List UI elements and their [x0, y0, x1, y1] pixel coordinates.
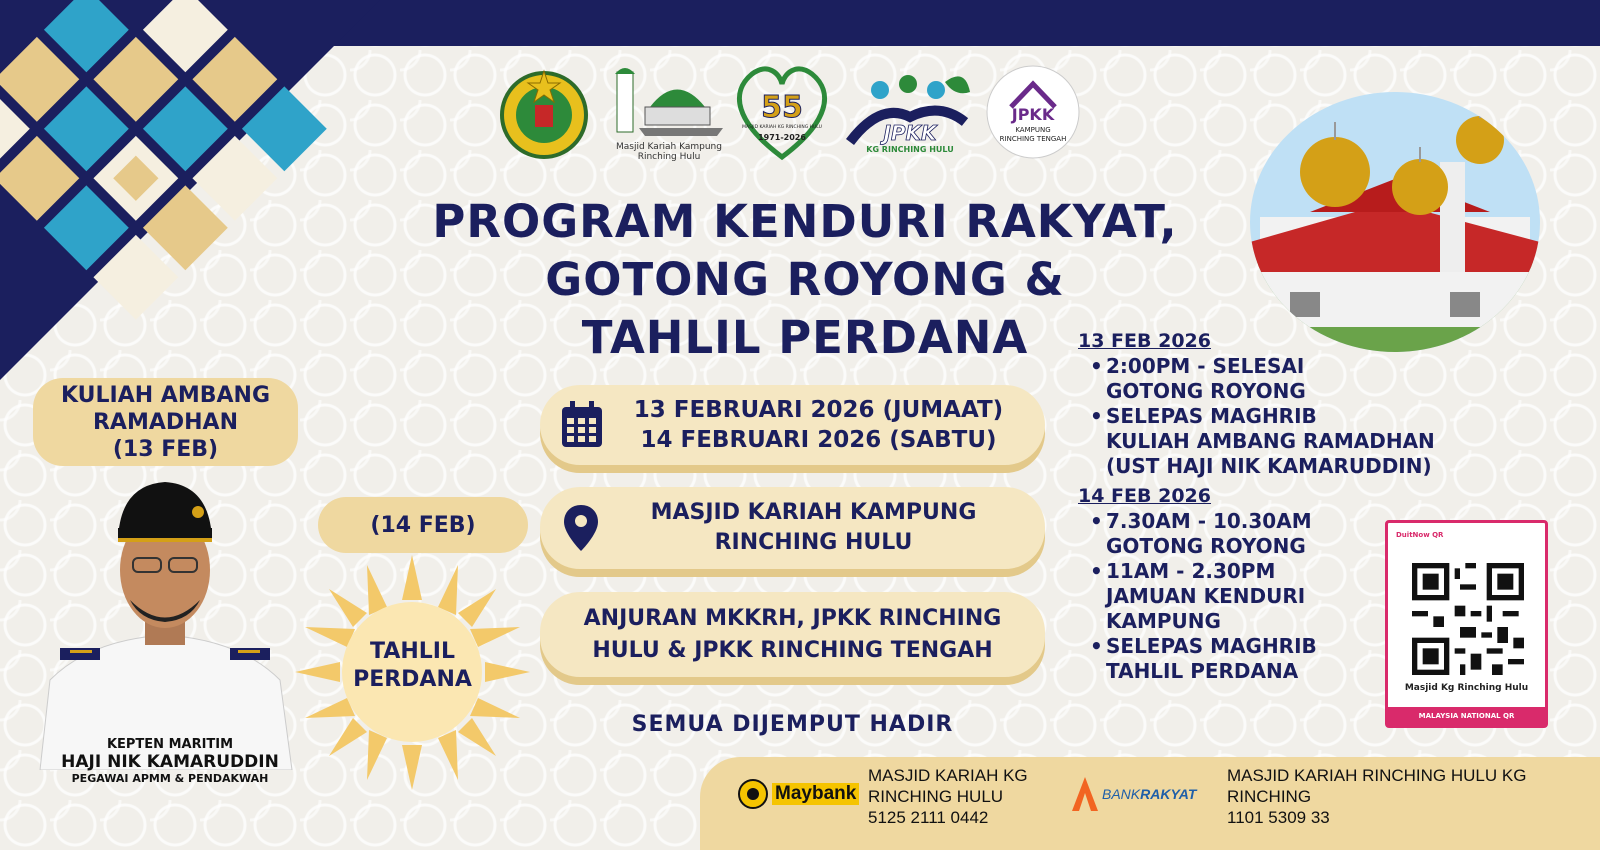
schedule-item-activity: JAMUAN KENDURI — [1106, 584, 1306, 608]
bank-details-strip — [700, 757, 1600, 850]
kuliah-line-3: (13 FEB) — [112, 436, 219, 462]
bankrakyat-mark-icon — [1072, 777, 1098, 811]
maybank-holder-1: MASJID KARIAH KG — [868, 766, 1028, 785]
jpkk-rinching-tengah-logo — [983, 62, 1083, 162]
schedule-item-time: • 7.30AM - 10.30AM — [1106, 509, 1312, 533]
bankrakyat-account-info — [1227, 765, 1526, 828]
venue-pill — [540, 487, 1045, 569]
schedule-day1-date: 13 FEB 2026 — [1078, 330, 1211, 352]
organizer-line-1: ANJURAN MKKRH, JPKK RINCHING — [583, 605, 1002, 631]
location-pin-icon — [564, 505, 598, 551]
organizer-line-2: HULU & JPKK RINCHING TENGAH — [592, 637, 993, 663]
schedule-item-activity: GOTONG ROYONG — [1106, 379, 1306, 403]
schedule-item-activity-cont: KAMPUNG — [1106, 609, 1221, 633]
tahlil-line-2: PERDANA — [353, 667, 472, 692]
maybank-tiger-icon — [738, 779, 768, 809]
qr-footer: MALAYSIA NATIONAL QR — [1388, 707, 1545, 725]
date-line-1: 13 FEBRUARI 2026 (JUMAAT) — [633, 397, 1004, 423]
maybank-holder-2: RINCHING HULU — [868, 787, 1004, 806]
jpkk-rinching-hulu-logo — [840, 62, 975, 162]
schedule-item-activity: KULIAH AMBANG RAMADHAN — [1106, 429, 1435, 453]
venue-line-1: MASJID KARIAH KAMPUNG — [650, 500, 977, 525]
masjid-kariah-logo — [605, 62, 733, 162]
duitnow-qr-card[interactable] — [1385, 520, 1548, 728]
maybank-logo — [738, 779, 859, 809]
jpkk-hulu-sub: KG RINCHING HULU — [866, 145, 954, 154]
jpkk-tengah-title: JPKK — [1011, 105, 1055, 124]
bankrakyat-account-number: 1101 5309 33 — [1227, 808, 1330, 827]
schedule-item — [1078, 354, 1558, 404]
anniversary-55-logo — [730, 62, 835, 162]
speaker-name: HAJI NIK KAMARUDDIN — [61, 752, 279, 772]
qr-code[interactable] — [1412, 563, 1524, 675]
schedule-day2-date: 14 FEB 2026 — [1078, 485, 1211, 507]
headline-line-3: TAHLIL PERDANA — [581, 311, 1029, 364]
anniv-years: 1971-2026 — [758, 133, 806, 142]
schedule-day1-list — [1078, 354, 1558, 479]
speaker-portrait — [30, 470, 300, 770]
bankrakyat-name-b: RAKYAT — [1140, 786, 1197, 802]
invitation-text: SEMUA DIJEMPUT HADIR — [631, 712, 954, 737]
schedule-item — [1078, 404, 1558, 479]
speaker-caption — [30, 737, 310, 785]
speaker-role: PEGAWAI APMM & PENDAKWAH — [71, 772, 269, 785]
maybank-name: Maybank — [772, 783, 859, 805]
bankrakyat-logo — [1072, 777, 1196, 811]
bankrakyat-holder-1: MASJID KARIAH RINCHING HULU KG — [1227, 766, 1527, 785]
duitnow-logo: DuitNow QR — [1396, 531, 1444, 539]
jpkk-tengah-sub1: KAMPUNG — [1015, 126, 1051, 134]
maybank-account-info — [868, 765, 1028, 828]
state-crest-logo — [497, 62, 592, 162]
kuliah-line-1: KULIAH AMBANG — [60, 382, 270, 408]
calendar-icon — [560, 401, 604, 449]
mosque-photo — [1250, 92, 1540, 352]
top-navy-band — [300, 0, 1600, 46]
qr-account-label: Masjid Kg Rinching Hulu — [1404, 683, 1529, 693]
maybank-account-number: 5125 2111 0442 — [868, 808, 989, 827]
schedule-item-time: • 2:00PM - SELESAI — [1106, 354, 1305, 378]
masjid-logo-caption: Masjid Kariah Kampung Rinching Hulu — [616, 142, 722, 162]
corner-geometric-art — [0, 0, 380, 380]
headline-line-1: PROGRAM KENDURI RAKYAT, — [432, 195, 1178, 248]
bankrakyat-holder-2: RINCHING — [1227, 787, 1312, 806]
schedule-item-activity: GOTONG ROYONG — [1106, 534, 1306, 558]
schedule-item-time: • SELEPAS MAGHRIB — [1106, 404, 1317, 428]
speaker-rank: KEPTEN MARITIM — [106, 737, 234, 752]
kuliah-badge — [33, 378, 298, 466]
schedule-item-time: • 11AM - 2.30PM — [1106, 559, 1276, 583]
jpkk-tengah-sub2: RINCHING TENGAH — [999, 135, 1067, 143]
schedule-item-note: (UST HAJI NIK KAMARUDDIN) — [1106, 454, 1432, 478]
anniv-number: 55 — [761, 90, 803, 125]
organizer-pill — [540, 592, 1045, 677]
tahlil-line-1: TAHLIL — [370, 639, 455, 664]
kuliah-line-2: RAMADHAN — [92, 409, 238, 435]
date-pill — [540, 385, 1045, 465]
tahlil-label — [330, 638, 495, 694]
bankrakyat-name-a: BANK — [1102, 786, 1141, 802]
anniv-text: MASJID KARIAH KG RINCHING HULU — [742, 125, 822, 130]
venue-line-2: RINCHING HULU — [714, 530, 913, 555]
schedule-item-activity: TAHLIL PERDANA — [1106, 659, 1299, 683]
feb14-label: (14 FEB) — [370, 512, 476, 538]
jpkk-hulu-title: JPKK — [883, 121, 937, 145]
feb14-badge — [318, 497, 528, 553]
schedule-item-time: • SELEPAS MAGHRIB — [1106, 634, 1317, 658]
headline-line-2: GOTONG ROYONG & — [545, 253, 1065, 306]
date-line-2: 14 FEBRUARI 2026 (SABTU) — [640, 427, 997, 453]
